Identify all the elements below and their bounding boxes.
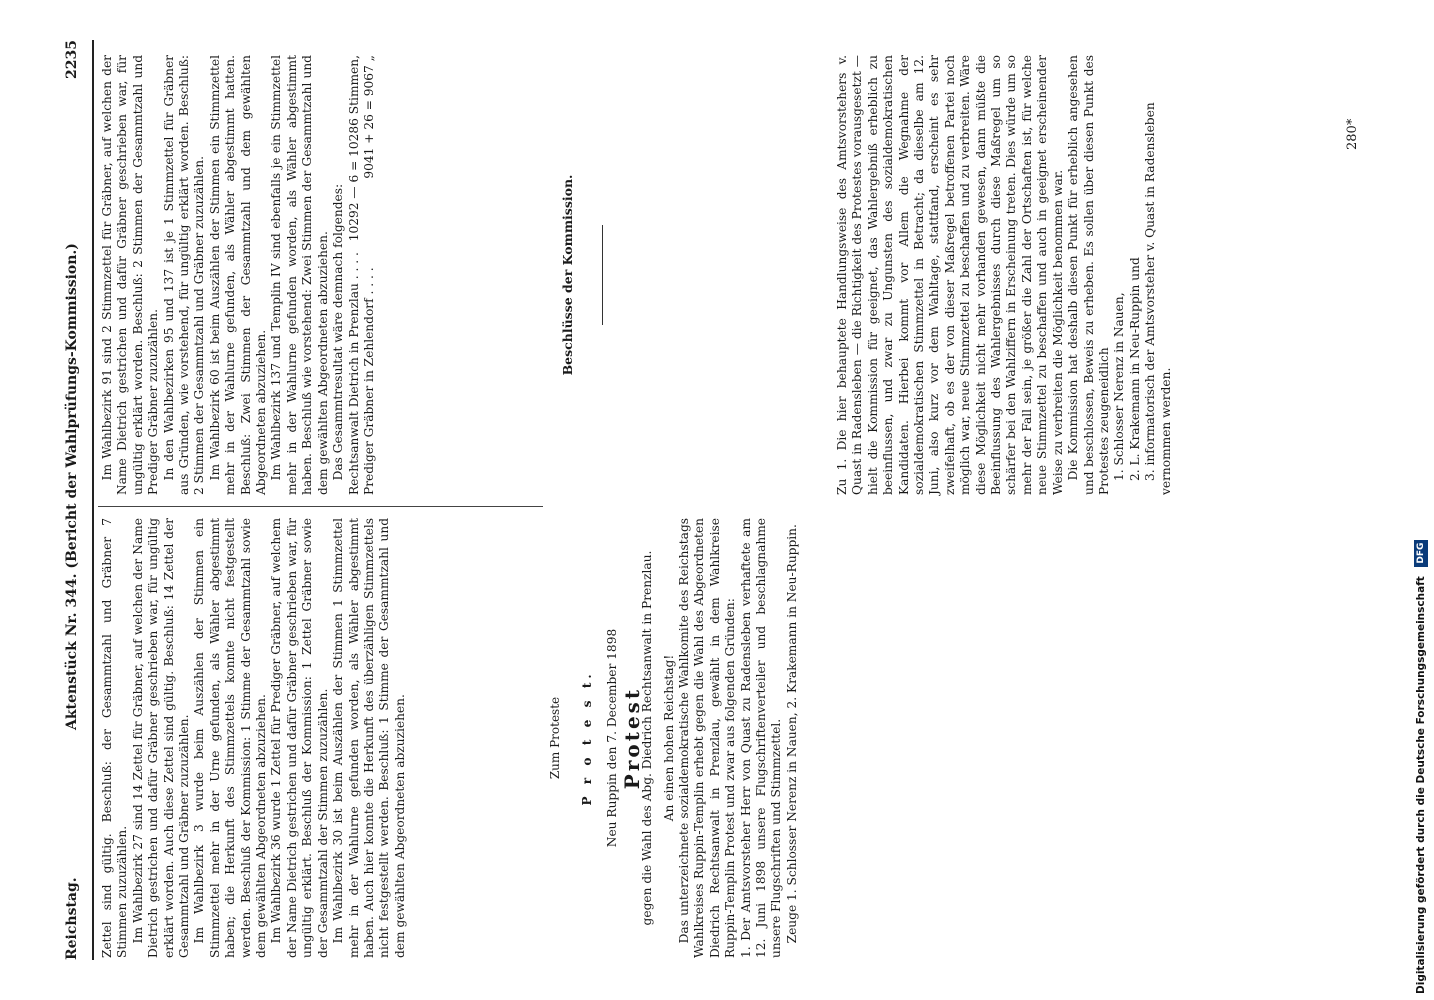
column-decisions — [835, 55, 1174, 495]
protest-item: 1. Der Amtsvorsteher Herr von Quast zu Radensleben verhaftete am 12. Juni 1898 unsere Flugschriftenverteiler und beschlagnahme unsere Flugschriften und Stimmzettel. — [738, 518, 784, 958]
dfg-credit — [1410, 6, 1432, 994]
paragraph: Zu 1. Die hier behauptete Handlungsweise des Amtsvorstehers v. Quast in Radensleben — die Richtigkeit des Protestes vorausgesetzt — hielt die Kommission für geeignet, das Wahlergebniß erheblich zu beeinflussen, und zwar zu Ungunsten des sozialdemokratischen Kandidaten. Hierbei kommt vor Allem die Wegnahme der sozialdemokratischen Stimmzettel in Betracht; da dieselbe am 12. Juni, also kurz vor dem Wahltage, stattfand, erscheint es sehr zweifelhaft, ob es der von dieser Maßregel betroffenen Partei noch möglich war, neue Stimmzettel zu beschaffen und zu verbreiten. Wäre diese Möglichkeit nicht mehr vorhanden gewesen, dann müßte die Beeinflussung des Wahlergebnisses durch diese Maßregel um so schärfer bei den Wahlziffern in Erscheinung treten. Dies würde um so mehr der Fall sein, je größer die Zahl der Ortschaften ist, für welche neue Stimmzettel zu beschaffen und auch in geeignet erscheinender Weise zu verbreiten die Möglichkeit benommen war. — [835, 55, 1065, 495]
paragraph: In den Wahlbezirken 95 und 137 ist je 1 Stimmzettel für Gräbner aus Gründen, wie vorstehend, für ungültig erklärt worden. Beschluß: 2 Stimmen der Gesammtzahl und Gräbner zuzuzählen. — [161, 55, 207, 495]
page-header — [60, 40, 88, 960]
protest-against: gegen die Wahl des Abg. Diedrich Rechtsanwalt in Prenzlau. — [640, 550, 655, 926]
header-left: Reichstag. — [64, 877, 80, 960]
protest-title: Protest — [619, 686, 644, 790]
dfg-logo-icon: DFG — [1414, 540, 1428, 567]
column-divider — [98, 506, 543, 507]
paragraph: Die Kommission hat deshalb diesen Punkt für erheblich angesehen und beschlossen, Beweis zu erheben. Es sollen über diesen Punkt des Protestes zeugeneidlich — [1066, 55, 1111, 495]
paragraph: Zettel sind gültig. Beschluß: der Gesammtzahl und Gräbner 7 Stimmen zuzuzählen. — [100, 518, 130, 958]
column-right — [100, 55, 377, 495]
list-item: 3. informatorisch der Amtsvorsteher v. Quast in Radensleben — [1143, 102, 1158, 481]
title-rule — [602, 225, 603, 325]
header-rule — [92, 40, 94, 960]
page-note: 280* — [1345, 118, 1360, 150]
result-value: 10292 — 6 = 10286 Stimmen, — [346, 55, 361, 242]
result-row — [362, 55, 377, 495]
paragraph: Das unterzeichnete sozialdemokratische Wahlkomite des Reichstags Wahlkreises Ruppin-Templin erhebt gegen die Wahl des Abgeordneten Diedrich Rechtsanwalt in Prenzlau, gewählt in dem Wahlkreise Ruppin-Templin Protest und zwar aus folgenden Gründen: — [677, 518, 738, 958]
paragraph: vernommen werden. — [1158, 367, 1173, 495]
column-left — [100, 518, 408, 958]
paragraph: Im Wahlbezirk 60 ist beim Auszählen der Stimmen ein Stimmzettel mehr in der Wahlurne gefunden, als Wähler abgestimmt hatten. Beschluß: Zwei Stimmen der Gesammtzahl und dem gewählten Abgeordneten abzuziehen. — [207, 55, 269, 495]
salutation: An einen hohen Reichstag! — [661, 654, 676, 822]
header-title: Aktenstück Nr. 344. (Bericht der Wahlprüfungs-Kommission.) — [64, 243, 80, 730]
result-label: Prediger Gräbner in Zehlendorf . . . . — [361, 267, 376, 495]
witness-list — [1112, 55, 1158, 495]
list-item: 2. L. Krakemann in Neu-Ruppin und — [1127, 257, 1142, 481]
paragraph: Im Wahlbezirk 30 ist beim Auszählen der Stimmen 1 Stimmzettel mehr in der Wahlurne gefunden worden, als Wähler abgestimmt haben. Auch hier konnte die Herkunft des überzähligen Stimmzettels nicht festgestellt werden. Beschluß: 1 Stimme der Gesammtzahl und dem gewählten Abgeordneten abzuziehen. — [331, 518, 407, 958]
witness-line: Zeuge 1. Schlosser Nerenz in Nauen, 2. Krakemann in Neu-Ruppin. — [784, 524, 799, 944]
page-number: 2235 — [64, 40, 80, 79]
list-item: 1. Schlosser Nerenz in Nauen, — [1112, 292, 1127, 481]
section-label: Zum Proteste — [548, 696, 562, 780]
paragraph: Das Gesammtresultat wäre demnach folgendes: — [331, 183, 346, 481]
result-row — [347, 55, 362, 495]
place-date: Neu Ruppin den 7. December 1898 — [605, 628, 620, 848]
result-label: Rechtsanwalt Dietrich in Prenzlau . . . . — [346, 252, 361, 495]
paragraph: Im Wahlbezirk 36 wurde 1 Zettel für Prediger Gräbner, auf welchem der Name Dietrich gestrichen und dafür Gräbner geschrieben war, für ungültig erklärt. Beschluß der Kommission: 1 Zettel Gräbner sowie der Gesammtzahl der Stimmen zuzuzählen. — [269, 518, 330, 958]
result-value: 9041 + 26 = 9067 „ — [361, 55, 376, 179]
paragraph: Im Wahlbezirk 137 und Templin IV sind ebenfalls je ein Stimmzettel mehr in der Wahlurne gefunden worden, als Wähler abgestimmt haben. Beschluß wie vorstehend: Zwei Stimmen der Gesammtzahl und dem gewählten Abgeordneten abzuziehen. — [269, 55, 330, 495]
beschluesse-title: Beschlüsse der Kommission. — [560, 174, 575, 376]
paragraph: Im Wahlbezirk 3 wurde beim Auszählen der Stimmen ein Stimmzettel mehr in der Urne gefunden, als Wähler abgestimmt haben; die Herkunft des Stimmzettels konnte nicht festgestellt werden. Beschluß der Kommission: 1 Stimme der Gesammtzahl sowie dem gewählten Abgeordneten abzuziehen. — [192, 518, 269, 958]
paragraph: Im Wahlbezirk 27 sind 14 Zettel für Gräbner, auf welchen der Name Dietrich gestrichen und dafür Gräbner geschrieben war, für ungültig erklärt worden. Auch diese Zettel sind gültig. Beschluß: 14 Zettel der Gesammtzahl und Gräbner zuzuzählen. — [130, 518, 192, 958]
dfg-text: Digitalisierung gefördert durch die Deutsche Forschungsgemeinschaft — [1415, 576, 1427, 994]
protest-heading: P r o t e s t. — [580, 670, 594, 806]
dfg-credit-text — [1410, 6, 1432, 994]
protest-block — [580, 518, 800, 958]
paragraph: Im Wahlbezirk 91 sind 2 Stimmzettel für Gräbner, auf welchen der Name Dietrich gestrichen und dafür Gräbner geschrieben war, für ungültig erklärt worden. Beschluß: 2 Stimmen der Gesammtzahl und Prediger Gräbner zuzuzählen. — [100, 55, 161, 495]
